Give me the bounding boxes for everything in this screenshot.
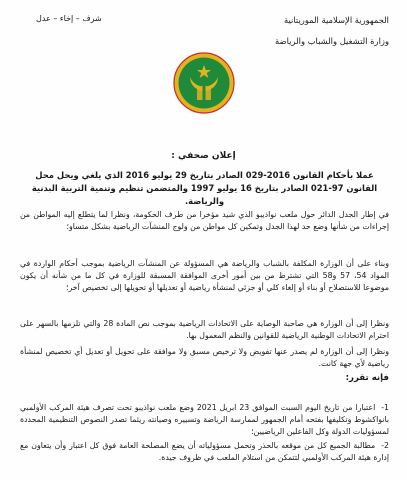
- notice-subject: عملا بأحكام القانون 2016-029 الصادر بتاريخ 29 يوليو 2016 الذي يلغي ويحل محل القانون 97-021 الصادر بتاريخ 16 يوليو 1997 والمتضمن تنظيم وتنمية التربية البدنية والرياضة.: [31, 170, 378, 206]
- decision-number: 2-: [381, 441, 389, 450]
- decisions-heading: فإنه تقرر:: [345, 373, 389, 383]
- national-motto: شرف – إخاء – عدل: [36, 14, 102, 23]
- notice-title: إعلان صحفي :: [171, 151, 236, 161]
- decision-text: اعتبارا من تاريخ اليوم السبت الموافق 23 ابريل 2021 وضع ملعب نواذيبو تحت تصرف هيئة المركب الأولمبي بانواكشوط وتكليفها بفتحه أمام الجمهور لممارسة الرياضة وتسييره وصيانته ريثما تصدر النصوص التنظيمية المحددة لمسؤوليات الدولة وكل الفاعلين الرياضيين؛: [20, 403, 389, 437]
- paragraph: وبناء على أن الوزارة المكلفة بالشباب والرياضة هي المسؤولة عن المنشآت الرياضية بموجب أحكام الواردة في المواد 54، 57 و58 التي تشترط من بين أمور أخرى الموافقة المسبقة للوزارة في كل ما من شأنه أن يكون موضوعا للاستصلاح أو بناء أو إلغاء كلي أو جزئي لمنشأة رياضية أو تعديلها أو تحويلها إلى تخصيص آخر؛: [20, 259, 389, 293]
- paragraph: في إطار الجدل الدائر حول ملعب نواذيبو الذي شيد مؤخرا من طرف الحكومة، ونظرا لما يتطلع إليه المواطن من إجراءات من شأنها وضع حد لهذا الجدل وتمكين كل مواطن من ولوج المنشآت الرياضية بشكل متساو؛: [20, 210, 389, 232]
- decision-item: [20, 440, 389, 464]
- ministry-name: وزارة التشغيل والشباب والرياضة: [274, 36, 389, 46]
- decision-number: 1-: [381, 403, 389, 412]
- header-right-block: [219, 14, 389, 48]
- paragraph: ونظرا إلى أن الوزارة لم يصدر عنها تفويض ولا ترخيص مسبق ولا موافقة على تحويل أو تعديل أي تخصيص لمنشأة رياضية لأي جهة كانت.: [20, 347, 389, 369]
- paragraph: ونظرا إلى أن الوزارة هي صاحبة الوصاية على الاتحادات الرياضية بموجب نص المادة 28 والتي تلزمها بالسهر على احترام الاتحادات الوطنية الرياضية للقوانين والنظم المعمول بها.: [20, 319, 389, 341]
- state-name: الجمهورية الإسلامية الموريتانية: [284, 15, 389, 25]
- decision-item: [20, 402, 389, 439]
- decision-text: مطالبة الجميع كل من موقعه بالحذر وتحمل مسؤولياته أن يضع المصلحة العامة فوق كل اعتبار وأن يتعاون مع إدارة هيئة المركب الأولمبي لتتمكن من استلام الملعب في ظروف جيدة.: [20, 441, 389, 463]
- mauritania-coat-of-arms-icon: [173, 52, 235, 114]
